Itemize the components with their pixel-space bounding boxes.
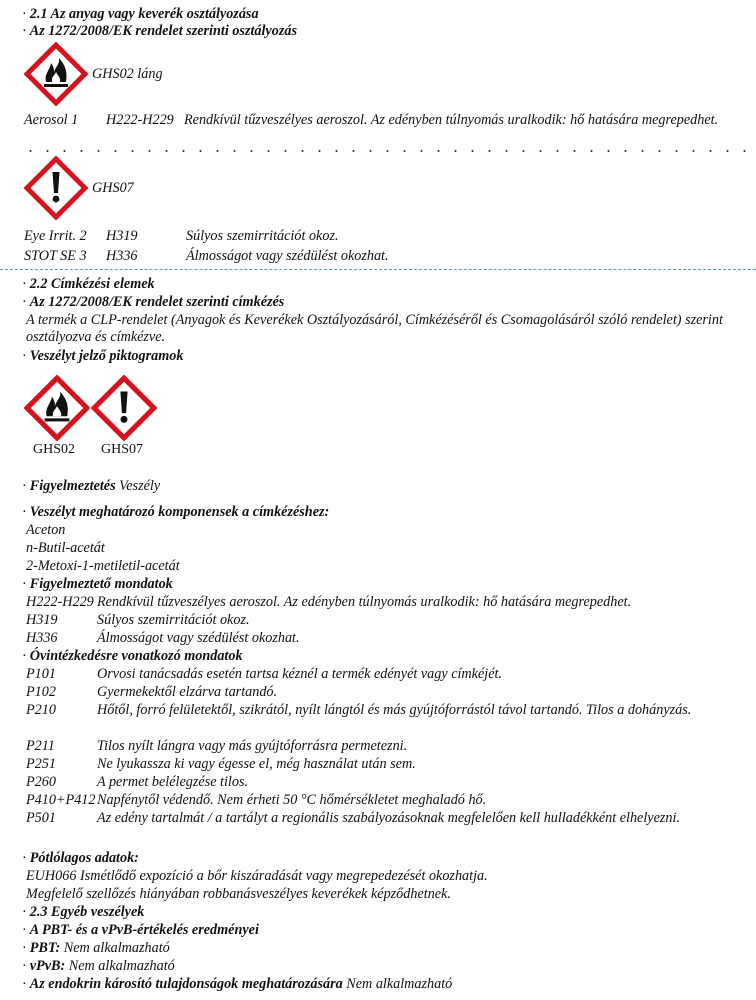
p-statement-text: Ne lyukassza ki vagy égesse el, még használat után sem. bbox=[97, 756, 416, 772]
p-statement-code: P260 bbox=[26, 774, 56, 790]
h-statement-text: Álmosságot vagy szédülést okozhat. bbox=[97, 630, 300, 646]
p-statement-text: Gyermekektől elzárva tartandó. bbox=[97, 684, 278, 700]
p-statement-text: A permet belélegzése tilos. bbox=[97, 774, 249, 790]
exclamation-icon bbox=[24, 156, 88, 220]
section-2-2-subtitle: · Az 1272/2008/EK rendelet szerinti címkézés bbox=[22, 294, 285, 310]
p-statement-code: P501 bbox=[26, 810, 56, 826]
components-title: · Veszélyt meghatározó komponensek a címkézéshez: bbox=[22, 504, 330, 520]
hazard-text-1: Súlyos szemirritációt okoz. bbox=[186, 228, 339, 244]
section-2-1-subtitle: · Az 1272/2008/EK rendelet szerinti osztályozás bbox=[22, 23, 297, 39]
additional-title: · Pótlólagos adatok: bbox=[22, 850, 139, 866]
p-statement-code: P251 bbox=[26, 756, 56, 772]
exclamation-icon bbox=[91, 375, 157, 441]
aerosol-text: Rendkívül tűzveszélyes aeroszol. Az edényben túlnyomás uralkodik: hő hatására megrepedhet. bbox=[184, 112, 719, 128]
flame-icon bbox=[24, 42, 88, 106]
hazard-code-1: H319 bbox=[106, 228, 138, 244]
h-statement-code: H222-H229 bbox=[26, 594, 94, 610]
p-statement-code: P102 bbox=[26, 684, 56, 700]
dotted-divider bbox=[22, 150, 756, 152]
pbt-vpvb-title: · A PBT- és a vPvB-értékelés eredményei bbox=[22, 922, 259, 938]
pbt-line: · PBT: Nem alkalmazható bbox=[22, 940, 170, 956]
ghs07-label: GHS07 bbox=[92, 180, 134, 196]
p-statement-text: Az edény tartalmát / a tartályt a regionális szabályozásoknak megfelelően kell hulladékként elhelyezni. bbox=[97, 810, 680, 826]
vpvb-line: · vPvB: Nem alkalmazható bbox=[22, 958, 175, 974]
p-statement-code: P410+P412 bbox=[26, 792, 96, 808]
additional-item: EUH066 Ismétlődő expozíció a bőr kiszáradását vagy megrepedezését okozhatja. bbox=[26, 868, 488, 884]
component-item: n-Butil-acetát bbox=[26, 540, 105, 556]
precautionary-title: · Óvintézkedésre vonatkozó mondatok bbox=[22, 648, 243, 664]
ghs02-pictogram bbox=[24, 42, 88, 106]
component-item: 2-Metoxi-1-metiletil-acetát bbox=[26, 558, 180, 574]
hazard-code-2: H336 bbox=[106, 248, 138, 264]
p-statement-code: P101 bbox=[26, 666, 56, 682]
additional-item: Megfelelő szellőzés hiányában robbanásveszélyes keverékek képződhetnek. bbox=[26, 886, 451, 902]
signal-word: Veszély bbox=[119, 478, 161, 494]
h-statement-text: Rendkívül tűzveszélyes aeroszol. Az edényben túlnyomás uralkodik: hő hatására megrepedhet. bbox=[97, 594, 632, 610]
aerosol-class: Aerosol 1 bbox=[24, 112, 79, 128]
ghs02-label: GHS02 láng bbox=[92, 66, 163, 82]
signal-word-line: · Figyelmeztetés Veszély bbox=[22, 478, 161, 494]
pictogram-label-ghs07: GHS07 bbox=[101, 442, 144, 457]
p-statement-text: Tilos nyílt lángra vagy más gyújtóforrásra permetezni. bbox=[97, 738, 408, 754]
h-statement-code: H336 bbox=[26, 630, 58, 646]
section-divider bbox=[0, 269, 756, 271]
flame-icon bbox=[24, 375, 90, 441]
endocrine-line: · Az endokrin károsító tulajdonságok meghatározására Nem alkalmazható bbox=[22, 976, 453, 992]
label-ghs07-pictogram bbox=[91, 375, 157, 441]
pictograms-title: · Veszélyt jelző piktogramok bbox=[22, 348, 184, 364]
p-statement-text: Orvosi tanácsadás esetén tartsa kéznél a termék edényét vagy címkéjét. bbox=[97, 666, 502, 682]
ghs07-pictogram bbox=[24, 156, 88, 220]
h-statement-code: H319 bbox=[26, 612, 58, 628]
hazard-class-1: Eye Irrit. 2 bbox=[24, 228, 87, 244]
hazard-statements-title: · Figyelmeztető mondatok bbox=[22, 576, 173, 592]
p-statement-text: Hőtől, forró felületektől, szikrától, nyílt lángtól és más gyújtóforrástól távol tartandó. Tilos a dohányzás. bbox=[97, 702, 692, 718]
aerosol-code: H222-H229 bbox=[106, 112, 174, 128]
section-2-1-title: · 2.1 Az anyag vagy keverék osztályozása bbox=[22, 6, 259, 22]
section-2-3-title: · 2.3 Egyéb veszélyek bbox=[22, 904, 145, 920]
clp-description: A termék a CLP-rendelet (Anyagok és Keverékek Osztályozásáról, Címkézéséről és Csomagolásáról szóló rendelet) szerint osztályozva és címkézve. bbox=[26, 312, 723, 345]
hazard-text-2: Álmosságot vagy szédülést okozhat. bbox=[186, 248, 389, 264]
section-2-2-title: · 2.2 Címkézési elemek bbox=[22, 276, 155, 292]
signal-label: Figyelmeztetés bbox=[29, 478, 116, 494]
p-statement-code: P211 bbox=[26, 738, 55, 754]
label-ghs02-pictogram bbox=[24, 375, 90, 441]
p-statement-code: P210 bbox=[26, 702, 56, 718]
h-statement-text: Súlyos szemirritációt okoz. bbox=[97, 612, 250, 628]
p-statement-text: Napfénytől védendő. Nem érheti 50 °C hőmérsékletet meghaladó hő. bbox=[97, 792, 487, 808]
hazard-class-2: STOT SE 3 bbox=[24, 248, 87, 264]
component-item: Aceton bbox=[26, 522, 66, 538]
pictogram-label-ghs02: GHS02 bbox=[33, 442, 76, 457]
